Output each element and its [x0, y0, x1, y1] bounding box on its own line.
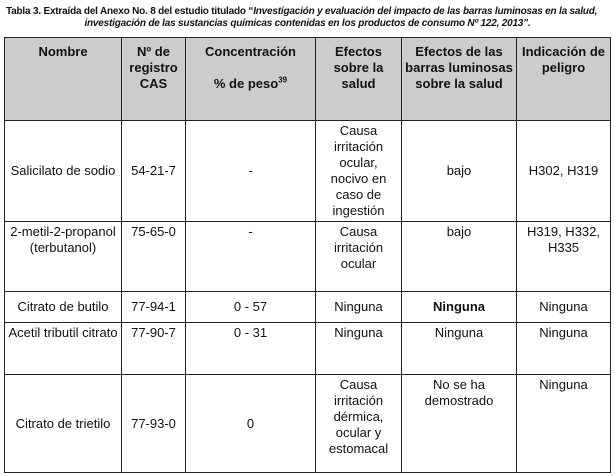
cell-barras: Ninguna — [402, 323, 517, 375]
cell-peligro: H302, H319 — [517, 121, 611, 222]
header-cas-line2: registro — [129, 60, 178, 75]
cell-nombre: Acetil tributil citrato — [5, 323, 122, 375]
header-cas-line3: CAS — [139, 76, 168, 91]
cell-barras: bajo — [402, 222, 517, 292]
cell-cas: 77-90-7 — [122, 323, 186, 375]
table-caption — [6, 6, 609, 30]
header-nombre: Nombre — [5, 38, 122, 121]
header-row — [5, 38, 611, 121]
cell-efectos: Causa irritación ocular, nocivo en caso de ingestión — [316, 121, 402, 222]
table-row — [5, 375, 611, 473]
cell-barras: Ninguna — [402, 292, 517, 323]
header-conc-footnote: 39 — [278, 75, 288, 85]
cell-efectos: Ninguna — [316, 323, 402, 375]
header-cas — [122, 38, 186, 121]
header-cas-line1: Nº de — [137, 44, 170, 59]
cell-efectos: Ninguna — [316, 292, 402, 323]
cell-efectos: Causa irritación ocular — [316, 222, 402, 292]
table-row — [5, 292, 611, 323]
table-row — [5, 323, 611, 375]
cell-conc: 0 — [186, 375, 316, 473]
cell-efectos: Causa irritación dérmica, ocular y estomacal — [316, 375, 402, 473]
cell-conc: - — [186, 222, 316, 292]
cell-barras: No se ha demostrado — [402, 375, 517, 473]
cell-cas: 54-21-7 — [122, 121, 186, 222]
cell-peligro: Ninguna — [517, 323, 611, 375]
cell-conc: 0 - 31 — [186, 323, 316, 375]
header-efectos-barras: Efectos de las barras luminosas sobre la salud — [402, 38, 517, 121]
cell-barras: bajo — [402, 121, 517, 222]
header-concentracion — [186, 38, 316, 121]
caption-title: Investigación y evaluación del impacto de las barras luminosas en la salud, — [253, 6, 598, 17]
cell-conc: - — [186, 121, 316, 222]
cell-peligro: Ninguna — [517, 375, 611, 473]
cell-conc: 0 - 57 — [186, 292, 316, 323]
cell-nombre: 2-metil-2-propanol (terbutanol) — [5, 222, 122, 292]
cell-peligro: H319, H332, H335 — [517, 222, 611, 292]
cell-cas: 77-94-1 — [122, 292, 186, 323]
cell-peligro: Ninguna — [517, 292, 611, 323]
substances-table — [4, 37, 611, 473]
header-efectos: Efectos sobre la salud — [316, 38, 402, 121]
cell-nombre: Citrato de butilo — [5, 292, 122, 323]
header-conc-line2: % de peso — [213, 76, 279, 91]
header-conc-line1: Concentración — [204, 44, 296, 59]
cell-nombre: Citrato de trietilo — [5, 375, 122, 473]
cell-cas: 77-93-0 — [122, 375, 186, 473]
table-row — [5, 121, 611, 222]
caption-line2: investigación de las sustancias químicas contenidas en los productos de consumo Nº 122, 2013”. — [84, 18, 531, 29]
caption-prefix: Tabla 3. Extraída del Anexo No. 8 del estudio titulado “ — [6, 6, 254, 17]
table-row — [5, 222, 611, 292]
header-peligro: Indicación de peligro — [517, 38, 611, 121]
cell-nombre: Salicilato de sodio — [5, 121, 122, 222]
cell-cas: 75-65-0 — [122, 222, 186, 292]
